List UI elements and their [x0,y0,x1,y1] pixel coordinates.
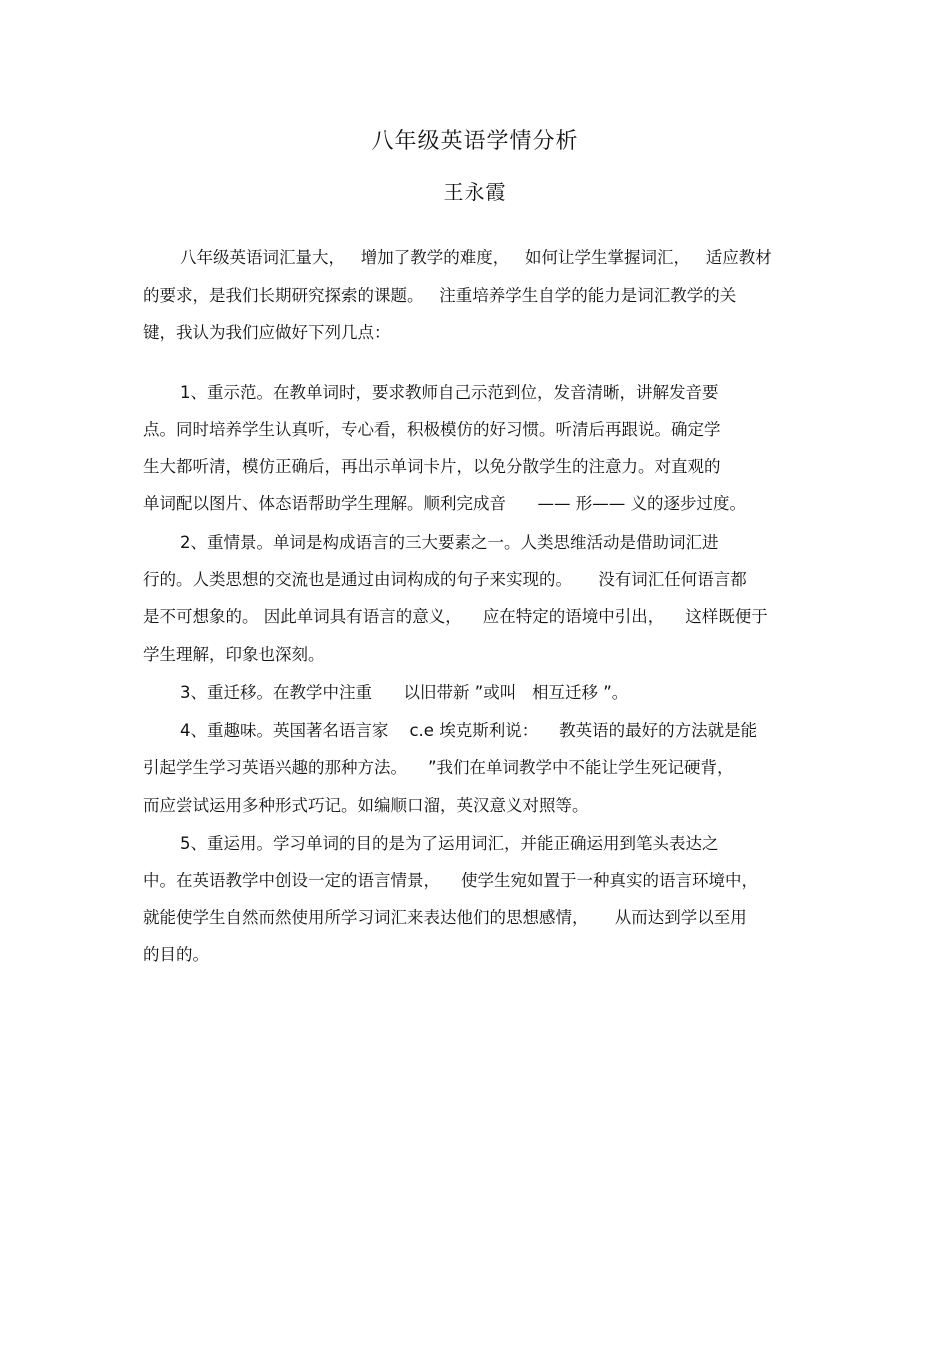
item2-line-4: 学生理解，印象也深刻。 [143,645,325,664]
item5-line-2: 中。在英语教学中创设一定的语言情景， 使学生宛如置于一种真实的语言环境中， [143,871,758,890]
item5-line-1: 5、重运用。学习单词的目的是为了运用词汇，并能正确运用到笔头表达之 [180,834,719,853]
item1-line-4: 单词配以图片、体态语帮助学生理解。顺利完成音 —— 形—— 义的逐步过度。 [143,494,746,513]
item1-line-1: 1、重示范。在教单词时，要求教师自己示范到位，发音清晰，讲解发音要 [180,383,719,402]
item2-line-1: 2、重情景。单词是构成语言的三大要素之一。人类思维活动是借助词汇进 [180,533,719,552]
document-title: 八年级英语学情分析 [371,129,579,154]
item5-line-3: 就能使学生自然而然使用所学习词汇来表达他们的思想感情， 从而达到学以至用 [143,908,747,927]
intro-line-3: 键，我认为我们应做好下列几点： [143,323,391,342]
item2-line-2: 行的。人类思想的交流也是通过由词构成的句子来实现的。 没有词汇任何语言都 [143,570,747,589]
item3-line-1: 3、重迁移。在教学中注重 以旧带新 ”或叫 相互迁移 ”。 [180,683,629,702]
document-author: 王永霞 [443,180,507,204]
intro-line-1: 八年级英语词汇量大， 增加了教学的难度， 如何让学生掌握词汇， 适应教材 [180,248,772,267]
item5-line-4: 的目的。 [143,945,209,964]
item2-line-3: 是不可想象的。 因此单词具有语言的意义， 应在特定的语境中引出， 这样既便于 [143,607,768,626]
item1-line-2: 点。同时培养学生认真听，专心看，积极模仿的好习惯。听清后再跟说。确定学 [143,420,721,439]
item1-line-3: 生大都听清，模仿正确后，再出示单词卡片，以免分散学生的注意力。对直观的 [143,457,721,476]
item4-line-2: 引起学生学习英语兴趣的那种方法。 ”我们在单词教学中不能让学生死记硬背， [143,758,734,777]
item4-line-3: 而应尝试运用多种形式巧记。如编顺口溜，英汉意义对照等。 [143,796,589,815]
item4-line-1: 4、重趣味。英国著名语言家 c.e 埃克斯利说： 教英语的最好的方法就是能 [180,721,758,740]
intro-line-2: 的要求，是我们长期研究探索的课题。 注重培养学生自学的能力是词汇教学的关 [143,286,737,305]
